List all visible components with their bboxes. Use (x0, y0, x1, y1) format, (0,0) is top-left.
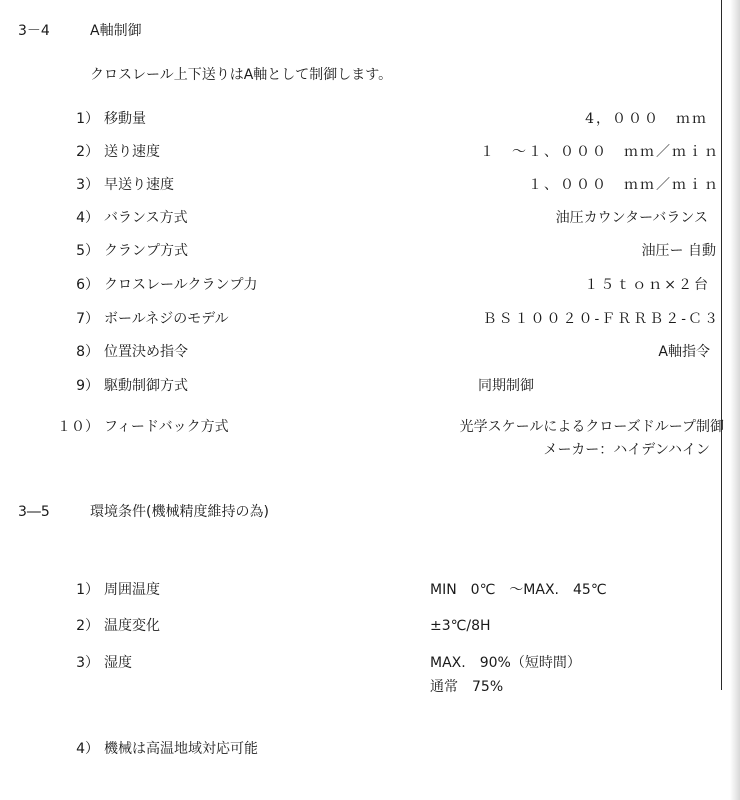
item-label: 駆動制御方式 (104, 378, 188, 394)
item-number: 3） (76, 655, 99, 671)
item-value: MIN 0℃ ～MAX. 45℃ (430, 582, 607, 598)
item-value: MAX. 90%（短時間） (430, 655, 581, 671)
item-label: クロスレールクランプ力 (104, 277, 258, 293)
item-number: 1） (76, 582, 99, 598)
item-value: ±3℃/8H (430, 618, 491, 634)
page-border-line (721, 0, 722, 690)
item-value: 油圧ー 自動 (641, 243, 716, 259)
item-number: 2） (76, 144, 99, 160)
item-value-secondary: メーカー：ハイデンハイン (543, 442, 710, 458)
page-edge-shadow (730, 0, 740, 800)
item-value: A軸指令 (658, 344, 710, 360)
section-a-intro: クロスレール上下送りはA軸として制御します。 (90, 67, 393, 83)
item-label: フィードバック方式 (104, 419, 229, 435)
item-number: 9） (76, 378, 99, 394)
item-label: 送り速度 (104, 144, 160, 160)
item-label: 移動量 (104, 111, 146, 127)
section-a-number: 3－4 (18, 23, 50, 39)
item-label: 周囲温度 (104, 582, 160, 598)
item-label: クランプ方式 (104, 243, 188, 259)
item-number: 1） (76, 111, 99, 127)
section-b-number: 3―5 (18, 504, 50, 520)
item-number: 4） (76, 741, 99, 757)
item-value: 4，０００ ｍｍ (585, 111, 708, 127)
item-number: 8） (76, 344, 99, 360)
item-number: 2） (76, 618, 99, 634)
section-a-title: A軸制御 (90, 23, 142, 39)
item-number: 7） (76, 311, 99, 327)
item-value-secondary: 通常 75% (430, 679, 504, 695)
item-number: 4） (76, 210, 99, 226)
item-number: １０） (57, 419, 99, 435)
item-value: １５ｔｏｎ×２台 (584, 277, 710, 293)
item-value: １、０００ ｍｍ／ｍｉｎ (528, 177, 720, 193)
item-value: １ ～１、０００ ｍｍ／ｍｉｎ (480, 144, 720, 160)
item-label: 機械は高温地域対応可能 (104, 741, 258, 757)
item-number: 3） (76, 177, 99, 193)
item-label: 早送り速度 (104, 177, 174, 193)
item-label: 温度変化 (104, 618, 160, 634)
item-value: 光学スケールによるクローズドループ制御 (459, 419, 724, 435)
item-value: 同期制御 (478, 378, 534, 394)
item-value: ＢＳ１００２０-ＦＲＲＢ２-Ｃ３ (482, 311, 720, 327)
item-label: ボールネジのモデル (104, 311, 229, 327)
item-number: 6） (76, 277, 99, 293)
item-label: 位置決め指令 (104, 344, 188, 360)
item-label: バランス方式 (104, 210, 188, 226)
item-label: 湿度 (104, 655, 132, 671)
item-value: 油圧カウンターバランス (555, 210, 708, 226)
item-number: 5） (76, 243, 99, 259)
section-b-title: 環境条件(機械精度維持の為) (90, 504, 269, 520)
